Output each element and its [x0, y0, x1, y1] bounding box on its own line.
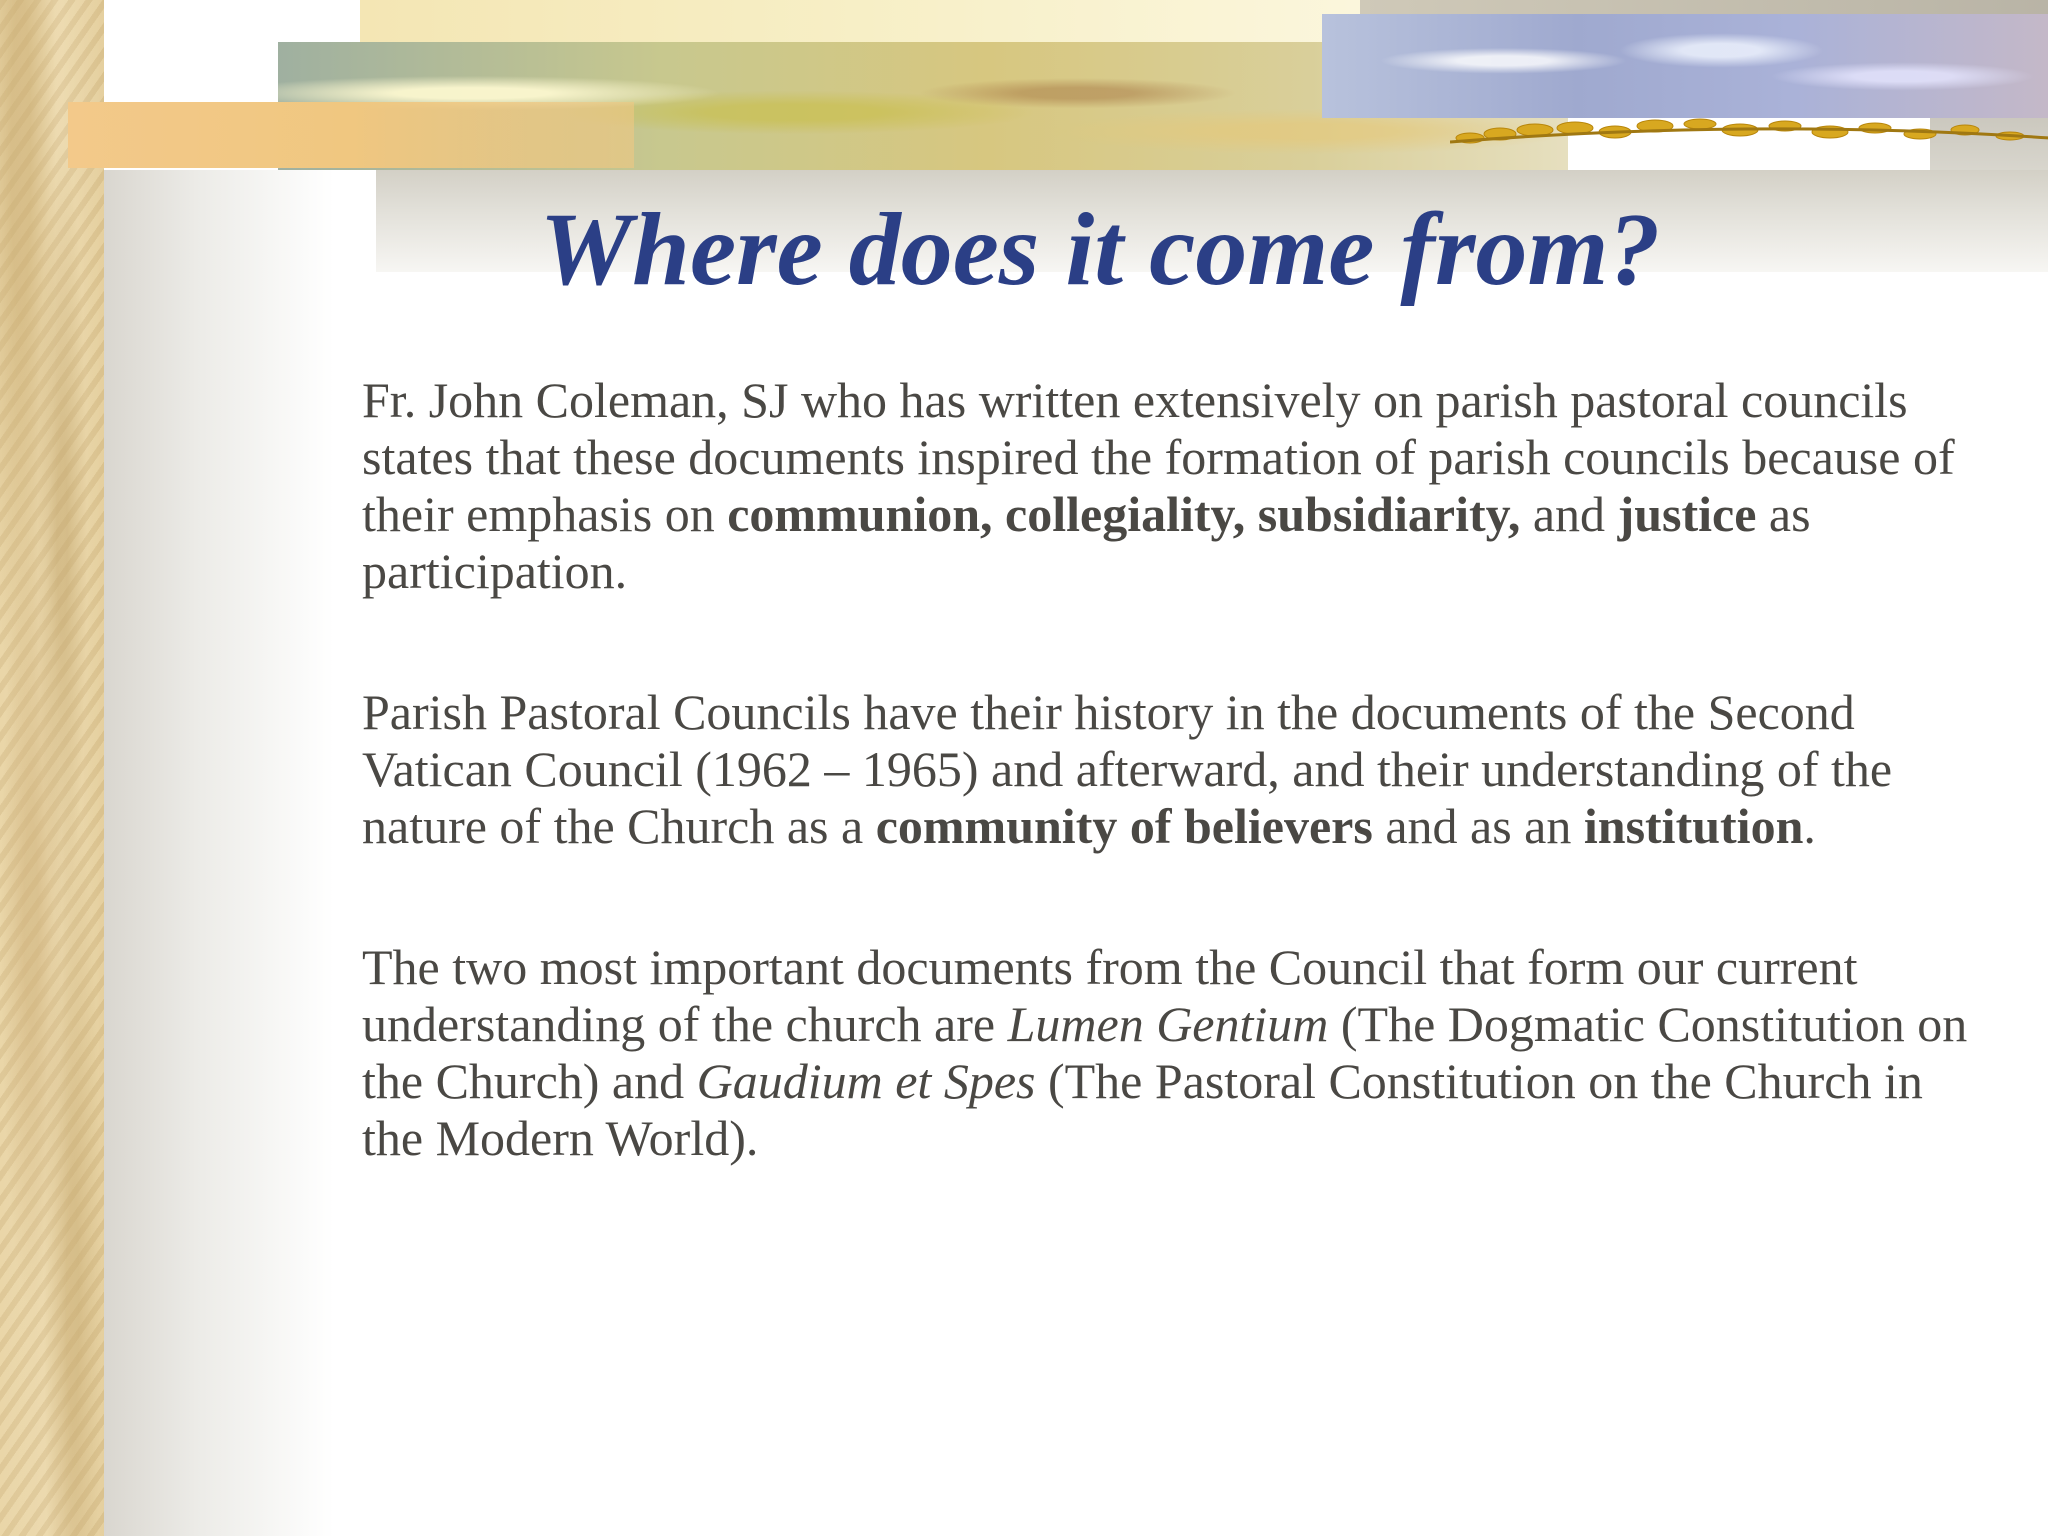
banner-orange-block — [68, 102, 634, 168]
banner-flower-collage — [1322, 14, 2048, 118]
bold-term: institution — [1583, 798, 1804, 854]
bold-term: justice — [1617, 486, 1757, 542]
bold-term: communion, collegiality, subsidiarity, — [727, 486, 1521, 542]
text-run: and as an — [1372, 798, 1584, 854]
text-run: Fr. John Coleman, SJ who has written extensively on parish pastoral councils states that these documents inspired the formation of parish councils because of their emphasis on — [362, 372, 1955, 542]
gold-sprig-decoration — [1450, 108, 2048, 158]
text-run: Parish Pastoral Councils have their history in the documents of the Second Vatican Council (1962 – 1965) and afterward, and their understanding of the nature of the Church as a — [362, 684, 1893, 854]
italic-title: Gaudium et Spes — [696, 1053, 1036, 1109]
text-run: (The Pastoral Constitution on the Church in the Modern World). — [362, 1053, 1923, 1166]
paragraph-documents — [362, 939, 1992, 1167]
text-run: and — [1520, 486, 1618, 542]
text-run: as participation. — [362, 486, 1811, 599]
text-run: . — [1803, 798, 1816, 854]
bold-term: community of believers — [875, 798, 1373, 854]
slide-title: Where does it come from? — [539, 192, 1661, 307]
parchment-strip — [0, 0, 104, 1536]
paragraph-history — [362, 684, 1992, 855]
text-run: The two most important documents from the Council that form our current understanding of the church are — [362, 939, 1858, 1052]
text-run: (The Dogmatic Constitution on the Church) and — [362, 996, 1968, 1109]
side-fade-band — [104, 170, 334, 1536]
italic-title: Lumen Gentium — [1007, 996, 1329, 1052]
paragraph-coleman — [362, 372, 1992, 600]
slide-body — [362, 372, 1992, 1251]
banner-top-strip — [360, 0, 1360, 44]
